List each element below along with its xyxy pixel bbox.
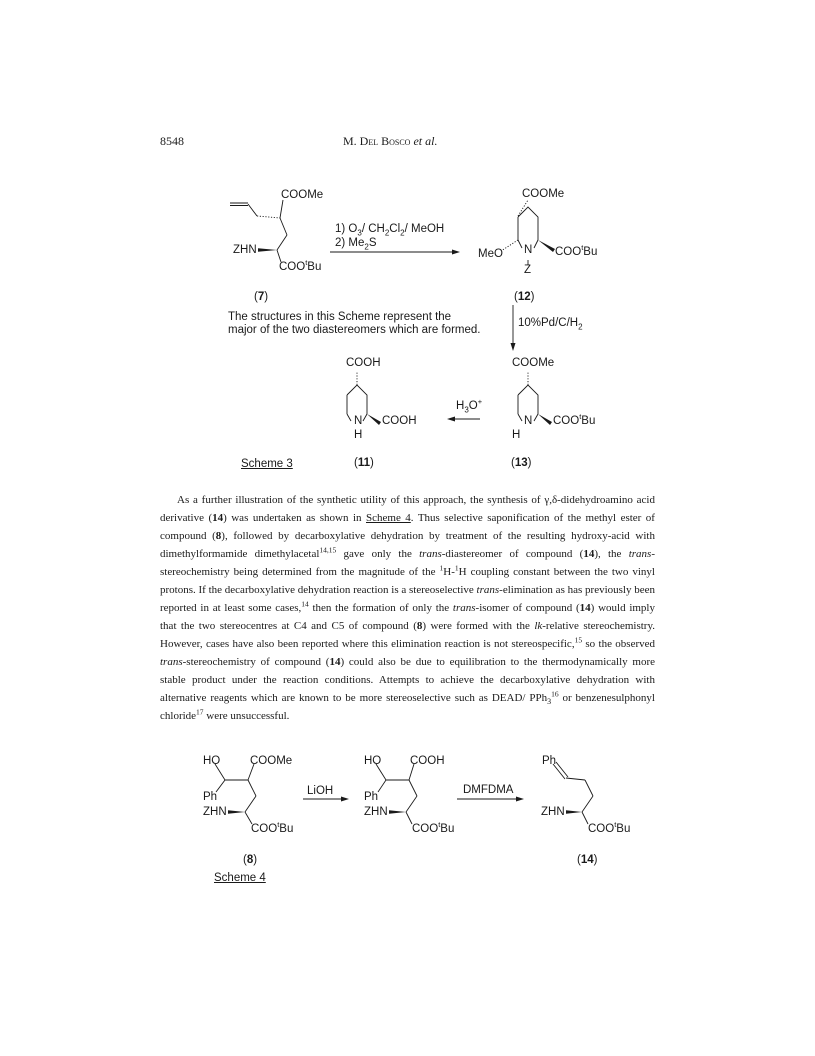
c14-label: (14) (577, 854, 598, 866)
c7-zhn: ZHN (233, 244, 257, 256)
reagents-12-13: $10\%Pd/C/H_2$ (518, 317, 583, 332)
reagent-dmfdma: DMFDMA (463, 784, 514, 796)
int-ph: Ph (364, 791, 379, 803)
c8-ph: Ph (203, 791, 218, 803)
int-zhn: ZHN (364, 806, 388, 818)
scheme3-caption: Scheme 3 (241, 458, 293, 470)
scheme3-note-line1: The structures in this Scheme represent the (228, 311, 452, 323)
c7-coome: COOMe (281, 189, 324, 201)
c11-cooh-top: COOH (346, 357, 381, 369)
page-number: 8548 (160, 134, 184, 148)
c14-ph: Ph (542, 755, 557, 767)
c14-zhn: ZHN (541, 806, 565, 818)
body-paragraph: As a further illustration of the synthetic utility of this approach, the synthesis of γ,δ-didehydroamino acid derivative (14) was undertaken as shown in Scheme 4. Thus selective saponification of the methyl ester of compound (8), followed by decarboxylative dehydration by treatment of the resulting hydroxy-acid with dimethylformamide dimethylacetal$^{14,15}$ gave only the trans-diastereomer of compound (14), the trans-stereochemistry being determined from the magnitude of the $^1$H-$^1$H coupling constant between the two vinyl protons. If the decarboxylative dehydration reaction is a stereoselective trans-elimination as has previously been reported in at least some cases,$^{14}$ then the formation of only the trans-isomer of compound (14) would imply that the two stereocentres at C4 and C5 of compound (8) were formed with the lk-relative stereochemistry. However, cases have also been reported where this elimination reaction is not stereospecific,$^{15}$ so the observed trans-stereochemistry of compound (14) could also be due to equilibration to the thermodynamically more stable product under the reaction conditions. Attempts to achieve the decarboxylative dehydration with alternative reagents which are known to be more stereoselective such as DEAD/ PPh$_3^{16}$ or benzenesulphonyl chloride$^{17}$ were unsuccessful. (160, 494, 656, 722)
c7-label: (7) (254, 291, 269, 303)
c8-label: (8) (243, 854, 258, 866)
reagent-lioh: LiOH (307, 785, 334, 797)
c8-coome: COOMe (250, 755, 293, 767)
c8-zhn: ZHN (203, 806, 227, 818)
int-cooh: COOH (410, 755, 445, 767)
c14-cootbu: COO$^t$Bu (588, 820, 631, 835)
reagents-7-12-line2: 2) $Me_2S$ (335, 237, 377, 252)
c8-cootbu: COO$^t$Bu (251, 820, 294, 835)
c12-cootbu: COO$^t$Bu (555, 243, 598, 258)
c12-n: N (524, 244, 533, 256)
c11-cooh-right: COOH (382, 415, 417, 427)
running-title-etal: et al. (413, 134, 438, 148)
structure-11 (347, 372, 381, 425)
running-title-authors: M. Del Bosco (343, 134, 411, 148)
int-cootbu: COO$^t$Bu (412, 820, 455, 835)
c13-label: (13) (511, 457, 532, 469)
c12-coome: COOMe (522, 188, 565, 200)
c12-label: (12) (514, 291, 535, 303)
scheme4-caption: Scheme 4 (214, 872, 266, 884)
int-ho: HO (364, 755, 382, 767)
c13-coome: COOMe (512, 357, 555, 369)
c13-h: H (512, 429, 521, 441)
c13-n: N (524, 415, 533, 427)
reagents-7-12-line1: 1) $O_3/$ $CH_2Cl_2/$ MeOH (335, 223, 445, 238)
c12-meo: MeO (478, 248, 503, 260)
c12-z: Z (524, 264, 532, 276)
c7-cootbu: COO$^t$Bu (279, 258, 322, 273)
scheme-4-link[interactable]: Scheme 4 (366, 512, 411, 524)
c11-n: N (354, 415, 363, 427)
reagent-hydrolysis: $H_3O^+$ (456, 397, 483, 415)
c11-h: H (354, 429, 363, 441)
scheme3-note-line2: major of the two diastereomers which are formed. (228, 324, 481, 336)
c11-label: (11) (354, 457, 374, 469)
c13-cootbu: COO$^t$Bu (553, 412, 596, 427)
c8-ho: HO (203, 755, 221, 767)
